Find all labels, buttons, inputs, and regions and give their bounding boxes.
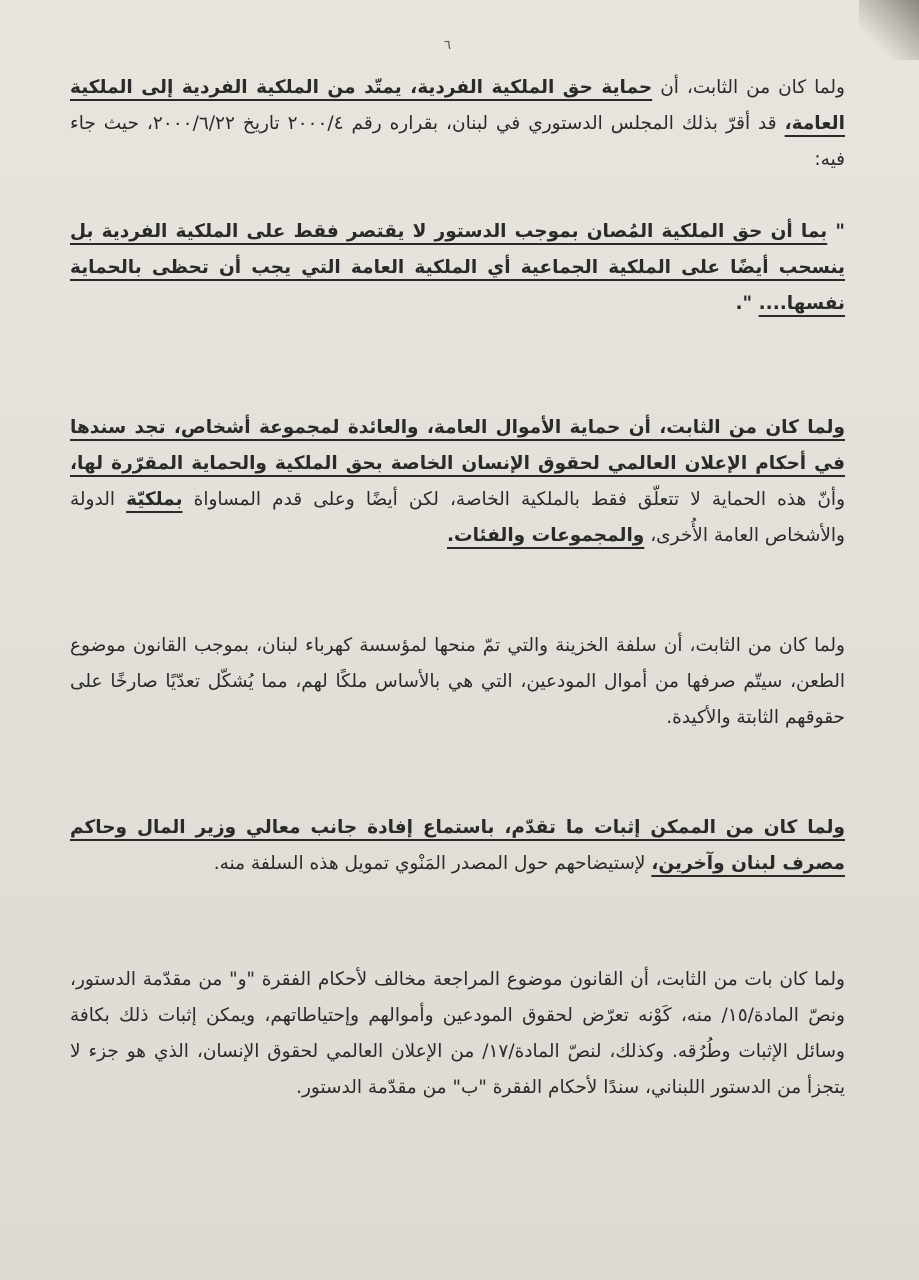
p1-underlined: حماية حق الملكية الفردية، يمتّد من الملكية الفردية إلى الملكية العامة، [70,77,845,134]
paragraph-3 [70,628,845,736]
page-number: ٦ [444,38,451,53]
paragraph-4 [70,810,845,882]
p2-middle-2: الدولة والأشخاص العامة الأُخرى، [70,489,845,546]
paragraph-5 [70,962,845,1106]
quote-close: ". [735,293,753,314]
p2-underlined-2: والمجموعات والفئات. [446,525,645,546]
p4-rest: لإستيضاحهم حول المصدر المَنْوي تمويل هذه السلفة منه. [213,853,646,874]
p3-text: ولما كان من الثابت، أن سلفة الخزينة والتي تمّ منحها لمؤسسة كهرباء لبنان، بموجب القانون موضوع الطعن، سيتّم صرفها من أموال المودعين، التي هي بالأساس ملكًا لهم، مما يُشكّل تعدّيًا صارخًا على حقوقهم الثابتة والأكيدة. [70,635,845,728]
p1-lead: ولما كان من الثابت، أن [660,77,845,98]
quote-open: " [835,221,845,242]
quote-paragraph [70,214,845,322]
p4-underlined: ولما كان من الممكن إثبات ما تقدّم، باستماع إفادة جانب معالي وزير المال وحاكم مصرف لبنان وآخرين، [70,817,845,874]
p2-underlined: ولما كان من الثابت، أن حماية الأموال العامة، والعائدة لمجموعة أشخاص، تجد سندها في أحكام الإعلان العالمي لحقوق الإنسان الخاصة بحق الملكية والحماية المقرّرة لها، [70,417,845,474]
paragraph-1 [70,70,845,178]
p1-rest: قد أقرّ بذلك المجلس الدستوري في لبنان، بقراره رقم ٢٠٠٠/٤ تاريخ ٢٠٠٠/٦/٢٢، حيث جاء فيه: [70,113,845,170]
p2-bold: بملكيّة [126,489,183,510]
quote-text: بما أن حق الملكية المُصان بموجب الدستور لا يقتصر فقط على الملكية الفردية بل ينسحب أيضًا على الملكية الجماعية أي الملكية العامة التي يجب أن تحظى بالحماية نفسها.... [70,221,845,314]
page-corner-fold [859,0,919,60]
p2-middle: وأنّ هذه الحماية لا تتعلّق فقط بالملكية الخاصة، لكن أيضًا وعلى قدم المساواة [193,489,846,510]
paragraph-2 [70,410,845,554]
p5-text: ولما كان بات من الثابت، أن القانون موضوع المراجعة مخالف لأحكام الفقرة "و" من مقدّمة الدستور، ونصّ المادة/١٥/ منه، كَوْنه تعرّض لحقوق المودعين وأموالهم وإحتياطاتهم، ويمكن إثبات ذلك بكافة وسائل الإثبات وطُرُقه. وكذلك، لنصّ المادة/١٧/ من الإعلان العالمي لحقوق الإنسان، الذي هو جزء لا يتجزأ من الدستور اللبناني، سندًا لأحكام الفقرة "ب" من مقدّمة الدستور. [70,969,845,1098]
